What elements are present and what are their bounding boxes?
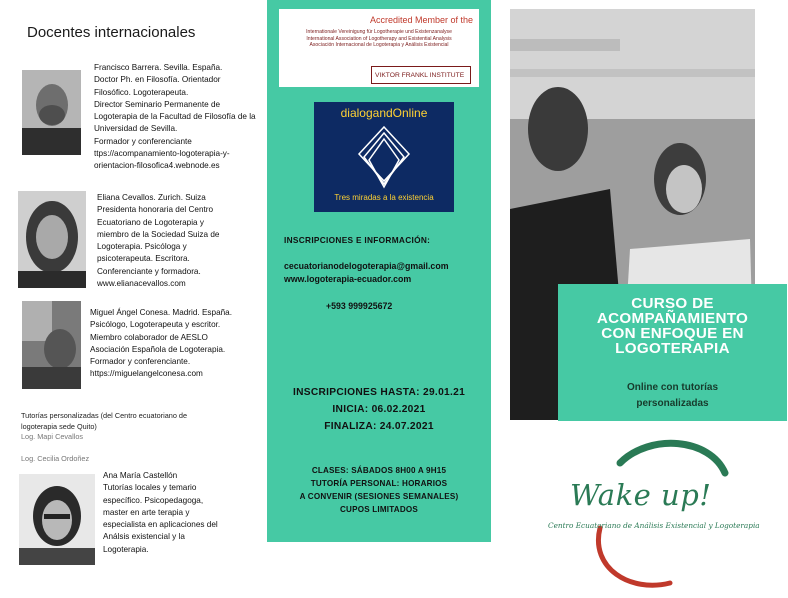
tutor-name: Log. Cecilia Ordoñez <box>21 453 90 463</box>
date-end: FINALIZA: 24.07.2021 <box>324 421 434 432</box>
teacher-bio-eliana: Eliana Cevallos. Zurich. Suiza Presidenta honoraria del Centro Ecuatoriano de Logoterapia y miembro de la Sociedad Suiza de Logoterapia. Psicóloga y psicoterapeuta. Escritora. Conferenciante y formadora. www.elianacevallos.com <box>97 193 220 289</box>
contact-email[interactable]: cecuatorianodelogoterapia@gmail.com <box>284 261 449 271</box>
viktor-frankl-institute-logo: VIKTOR FRANKL INSTITUTE <box>371 66 471 84</box>
date-start: INICIA: 06.02.2021 <box>332 404 426 415</box>
contact-phone: +593 999925672 <box>326 301 393 311</box>
teacher-photo-eliana <box>18 191 86 288</box>
course-subtitle: Online con tutorías personalizadas <box>626 382 719 409</box>
tutor-note-text: Tutorías personalizadas (del Centro ecuatoriano de logoterapia sede Quito) <box>21 411 188 431</box>
tutor-name: Log. Mapi Cevallos <box>21 432 84 442</box>
wake-up-logo-text: Wake up! <box>570 478 712 512</box>
inscriptions-heading: INSCRIPCIONES E INFORMACIÓN: <box>284 235 431 245</box>
course-title: CURSO DE ACOMPAÑAMIENTO CON ENFOQUE EN LOGOTERAPIA <box>596 295 749 357</box>
dialogand-online-logo <box>314 102 454 212</box>
diamond-icon <box>354 124 414 190</box>
contact-website[interactable]: www.logoterapia-ecuador.com <box>284 274 412 284</box>
teacher-bio-miguel: Miguel Ángel Conesa. Madrid. España. Psicólogo, Logoterapeuta y escritor. Miembro colaborador de AESLO Asociación Española de Logoterapia. Formador y conferenciante. https://miguelangelconesa.com <box>90 308 232 379</box>
teacher-photo-francisco <box>22 70 81 155</box>
dialog-title: dialogandOnline <box>340 106 428 120</box>
accreditation-title: Accredited Member of the <box>369 15 473 25</box>
section-title-docentes: Docentes internacionales <box>27 24 196 41</box>
course-title-box <box>558 284 787 421</box>
wake-up-logo-swoosh <box>580 433 730 593</box>
teacher-photo-miguel <box>22 301 81 389</box>
date-deadline: INSCRIPCIONES HASTA: 29.01.21 <box>292 387 466 398</box>
teacher-bio-ana: Ana María Castellón Tutorías locales y temario específico. Psicopedagoga, master en arte terapia y especialista en aplicaciones del Análsis existencial y la Logoterapia. <box>103 471 218 554</box>
accreditation-badge <box>279 9 479 87</box>
schedule-info: CLASES: SÁBADOS 8H00 A 9H15 TUTORÍA PERSONAL: HORARIOS A CONVENIR (SESIONES SEMANALES) CUPOS LIMITADOS <box>299 466 459 514</box>
teacher-photo-ana <box>19 474 95 565</box>
teacher-bio-francisco: Francisco Barrera. Sevilla. España. Doctor Ph. en Filosofía. Orientador Filosófico. Logoterapeuta. Director Seminario Permanente de Logoterapia de la Facultad de Filosofía de la Universidad de Sevilla. Formador y conferenciante ttps://acompanamiento-logoterapia-y- orientacion-filosofica4.webnode.es <box>94 63 256 171</box>
dialog-subtitle: Tres miradas a la existencia <box>334 193 434 202</box>
accreditation-organizations: Internationale Vereinigung für Logotherapie und Existenzanalyse International Association of Logotherapy and Existential Analysis Asociación Internacional de Logoterapia y Análisis Existencial <box>306 29 452 49</box>
wake-up-logo-subtitle: Centro Ecuatoriano de Análisis Existencial y Logoterapia <box>548 521 760 530</box>
